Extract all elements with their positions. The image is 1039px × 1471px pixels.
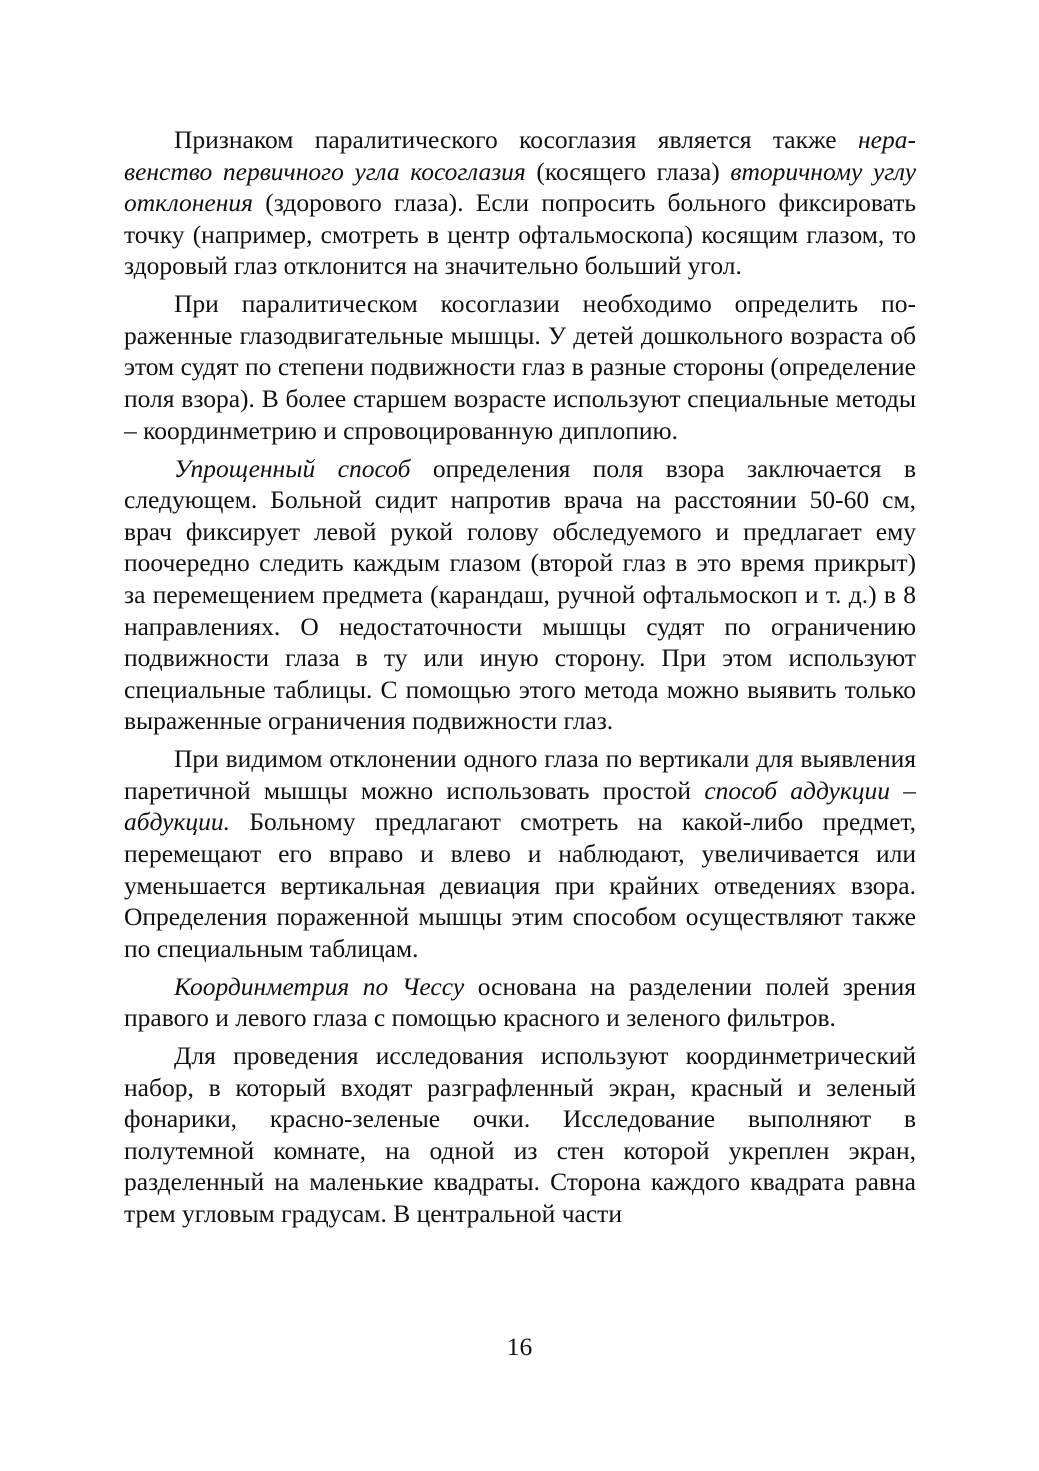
text-run: (здорового глаза). Если попросить больного фиксировать точку (например, смотреть в центр офтальмоскопа) косящим глазом, то здоровый глаз отклонится на значительно больший угол. <box>124 188 916 281</box>
page-number: 16 <box>506 1332 533 1361</box>
paragraph <box>124 971 916 1034</box>
paragraph <box>124 288 916 446</box>
paragraph <box>124 1040 916 1230</box>
text-run: (косящего глаза) <box>525 156 731 186</box>
text-run: определения поля взора заключается в следующем. Больной сидит напротив врача на расстоянии 50-60 см, врач фиксирует левой рукой голову обследуемого и предлагает ему поочередно следить каждым глазом (второй глаз в это время прикрыт) за перемещением предмета (карандаш, ручной офтальмоскоп и т. д.) в 8 направлениях. О недостаточности мышцы судят по ограничению подвижности глаза в ту или иную сторону. При этом используют специальные таблицы. С помощью этого метода можно выявить только выраженные ограничения подвижности глаз. <box>124 453 916 736</box>
paragraph <box>124 743 916 964</box>
italic-text: способ аддукции – абдукции. <box>124 775 917 837</box>
text-run: При паралитическом косоглазии необходимо определить пораженные глазодвигательные мышцы. У детей дошкольного возраста об этом судят по степени подвижности глаз в разные стороны (определение поля взора). В более старшем возрасте используют специальные методы – координметрию и спровоцированную диплопию. <box>124 289 916 445</box>
body-text <box>124 124 916 1230</box>
paragraph <box>124 453 916 737</box>
text-run: Признаком паралитического косоглазия является также <box>174 125 859 154</box>
text-run: При видимом отклонении одного глаза по вертикали для выявления паретичной мышцы можно использовать простой <box>124 744 916 805</box>
italic-text: неравенство первичного угла косоглазия <box>124 125 916 186</box>
italic-text: Координметрия по Чессу <box>174 971 465 1001</box>
italic-text: Упрощенный способ <box>174 453 411 483</box>
text-run: основана на разделении полей зрения правого и левого глаза с помощью красного и зеленого фильтров. <box>124 971 916 1033</box>
italic-text: вторичному углу отклонения <box>124 156 917 218</box>
text-run: Для проведения исследования используют координметрический набор, в который входят разграфленный экран, красный и зеленый фонарики, красно-зеленые очки. Исследование выполняют в полутемной комнате, на одной из стен которой укреплен экран, разделенный на маленькие квадраты. Сторона каждого квадрата равна трем угловым градусам. В центральной части <box>124 1041 916 1229</box>
paragraph <box>124 124 916 282</box>
text-run: Больному предлагают смотреть на какой-либо предмет, перемещают его вправо и влево и наблюдают, увеличивается или уменьшается вертикальная девиация при крайних отведениях взора. Определения пораженной мышцы этим способом осуществляют также по специальным таблицам. <box>124 807 916 963</box>
